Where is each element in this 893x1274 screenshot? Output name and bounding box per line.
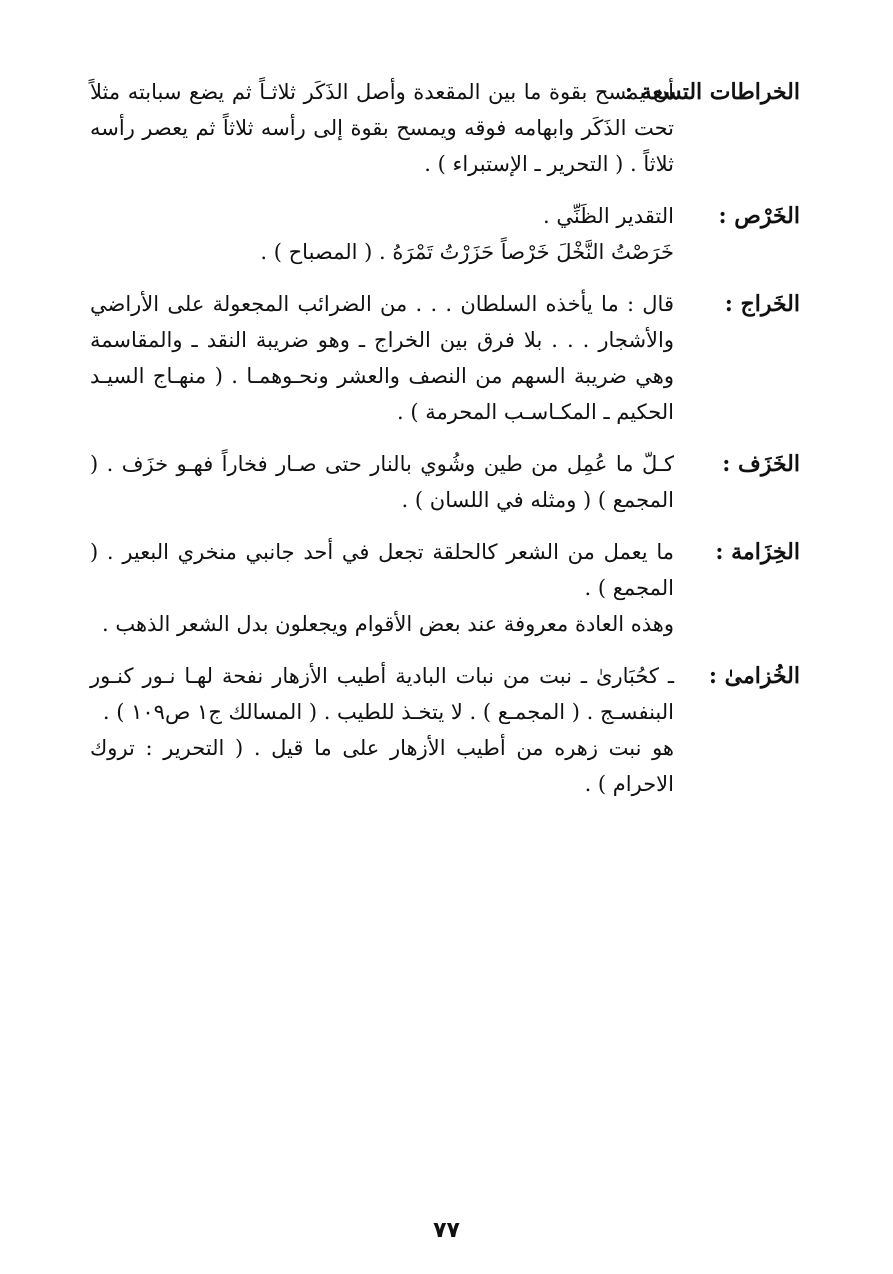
definition-paragraph: قال : ما يأخذه السلطان . . . من الضرائب المجعولة على الأراضي والأشجار . . . بلا فرق بين الخراج ـ وهو ضريبة النقد ـ والمقاسمة وهي ضريبة السهم من النصف والعشر ونحـوهمـا . ( منهـاج السيـد الحكيم ـ المكـاسـب المحرمة ) .	[90, 292, 674, 424]
entry-term: الخَراج :	[724, 291, 800, 317]
entry-khuzama	[90, 658, 800, 802]
definition-paragraph: أن يمسح بقوة ما بين المقعدة وأصل الذَكَر ثلاثـاً ثم يضع سبابته مثلاً تحت الذَكَر وابهامه فوقه ويمسح بقوة إلى رأسه ثلاثاً ثم يعصر رأسه ثلاثاً . ( التحرير ـ الإستبراء ) .	[90, 80, 674, 176]
entry-term: الخُزامىٰ :	[708, 663, 800, 689]
definition-paragraph: خَرَصْتُ النَّخْلَ خَرْصاً حَزَرْتُ تَمْرَهُ . ( المصباح ) .	[260, 240, 674, 264]
entry-definition	[90, 658, 674, 802]
definition-paragraph: التقدير الظَنِّي .	[543, 204, 674, 228]
entry-term: الخراطات التسعة :	[624, 79, 800, 105]
entry-kharaj	[90, 286, 800, 430]
entry-term: الخَرْص :	[718, 203, 800, 229]
entry-khiratat	[90, 74, 800, 182]
entry-khazaf	[90, 446, 800, 518]
entry-definition	[90, 198, 674, 270]
page-number: ٧٧	[433, 1218, 460, 1243]
entry-term: الخِزَامة :	[715, 539, 800, 565]
definition-paragraph: وهذه العادة معروفة عند بعض الأقوام ويجعلون بدل الشعر الذهب .	[102, 612, 674, 636]
definition-paragraph: ـ كحُبَارىٰ ـ نبت من نبات البادية أطيب الأزهار نفحة لهـا نـور كنـور البنفسـج . ( المجمـع ) . لا يتخـذ للطيب . ( المسالك ج١ ص١٠٩ ) .	[90, 664, 674, 724]
definition-paragraph: ما يعمل من الشعر كالحلقة تجعل في أحد جانبي منخري البعير . ( المجمع ) .	[90, 540, 674, 600]
glossary-entries	[90, 74, 800, 818]
entry-definition	[90, 286, 674, 430]
entry-definition	[90, 446, 674, 518]
entry-definition	[90, 534, 674, 642]
entry-term: الخَزَف :	[722, 451, 800, 477]
definition-paragraph: هو نبت زهره من أطيب الأزهار على ما قيل . ( التحرير : تروك الاحرام ) .	[90, 736, 674, 796]
entry-khars	[90, 198, 800, 270]
entry-khizama	[90, 534, 800, 642]
entry-definition	[90, 74, 674, 182]
definition-paragraph: كـلّ ما عُمِل من طين وشُوي بالنار حتى صـار فخاراً فهـو خزَف . ( المجمع ) ( ومثله في اللسان ) .	[90, 452, 674, 512]
